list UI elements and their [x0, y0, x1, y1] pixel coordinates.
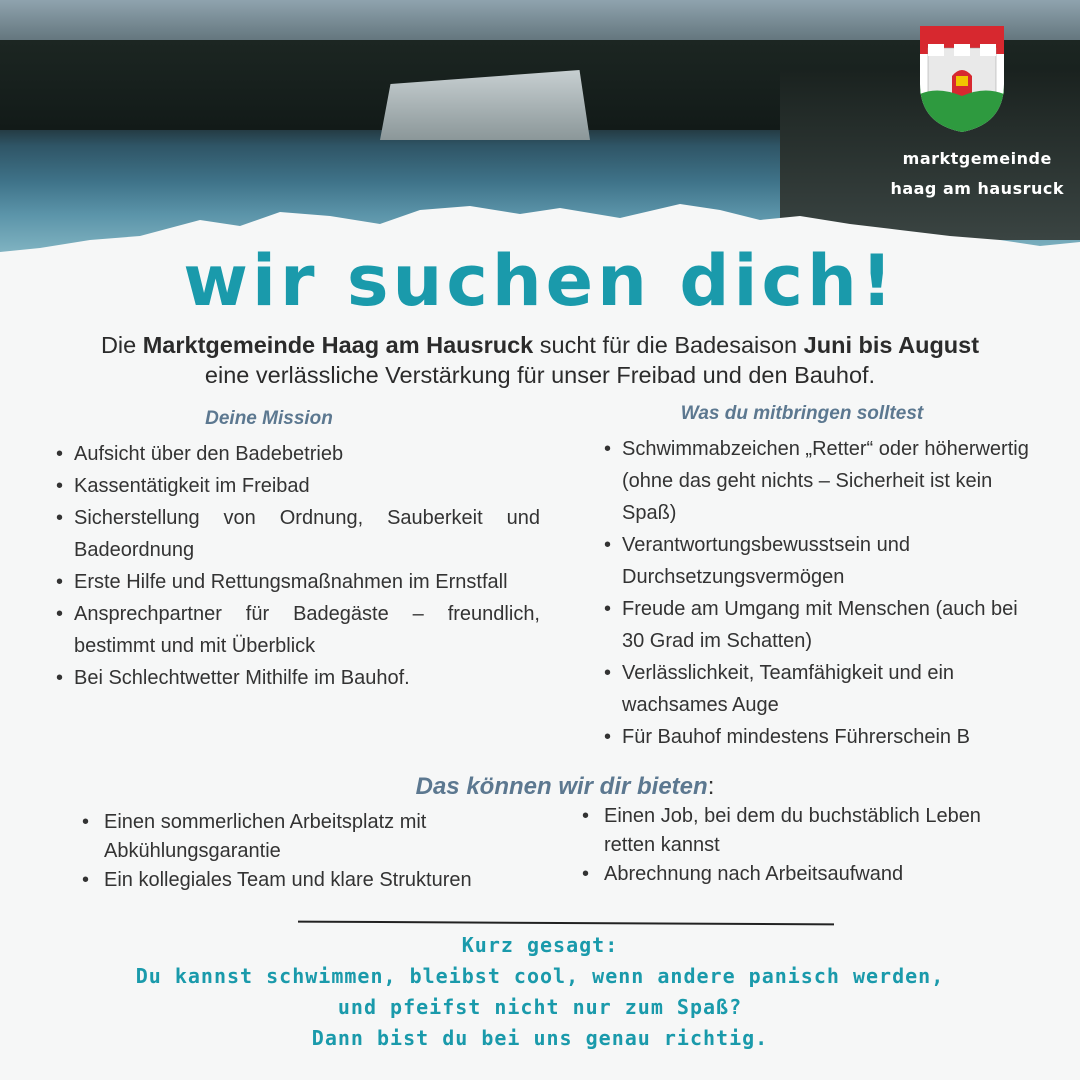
- requirement-item: • Verantwortungsbewusstsein und Durchsetzungsvermögen: [602, 529, 1032, 593]
- logo-line-1: marktgemeinde: [902, 149, 1052, 168]
- offer-heading-text: Das können wir dir bieten: [415, 773, 708, 800]
- summary-line: und pfeifst nicht nur zum Spaß?: [337, 995, 743, 1019]
- offer-item: • Einen sommerlichen Arbeitsplatz mit Abkühlungsgarantie: [80, 808, 500, 866]
- offer-item: • Einen Job, bei dem du buchstäblich Leben retten kannst: [580, 802, 1000, 860]
- requirement-item: • Verlässlichkeit, Teamfähigkeit und ein wachsames Auge: [602, 657, 1032, 721]
- logo-wordmark: [890, 144, 1064, 204]
- offer-item: • Ein kollegiales Team und klare Strukturen: [80, 866, 500, 895]
- offer-heading: [0, 773, 1080, 801]
- mission-item: • Bei Schlechtwetter Mithilfe im Bauhof.: [54, 662, 540, 694]
- coat-of-arms-logo: [918, 24, 1006, 134]
- intro-text-part: sucht für die Badesaison: [533, 332, 804, 358]
- offer-item: • Abrechnung nach Arbeitsaufwand: [580, 860, 1000, 889]
- intro-bold-municipality: Marktgemeinde Haag am Hausruck: [142, 332, 534, 358]
- mission-item: • Erste Hilfe und Rettungsmaßnahmen im Ernstfall: [54, 566, 540, 598]
- mission-heading: Deine Mission: [205, 408, 333, 429]
- headline: wir suchen dich!: [183, 240, 897, 322]
- summary-section: [0, 930, 1080, 1054]
- requirements-heading: Was du mitbringen solltest: [680, 403, 924, 424]
- requirement-item: • Schwimmabzeichen „Retter“ oder höherwertig (ohne das geht nichts – Sicherheit ist kein Spaß): [602, 433, 1032, 529]
- intro-text-part: Die: [100, 332, 143, 358]
- offer-heading-colon: :: [707, 773, 715, 800]
- mission-item: • Aufsicht über den Badebetrieb: [54, 438, 540, 470]
- offer-list-right: [580, 802, 1000, 889]
- summary-title: Kurz gesagt:: [461, 933, 619, 957]
- summary-line: Du kannst schwimmen, bleibst cool, wenn andere panisch werden,: [135, 964, 945, 988]
- summary-line: Dann bist du bei uns genau richtig.: [311, 1026, 769, 1050]
- mission-item: • Sicherstellung von Ordnung, Sauberkeit und Badeordnung: [54, 502, 540, 566]
- logo-line-2: haag am hausruck: [890, 179, 1064, 198]
- intro-line-2: eine verlässliche Verstärkung für unser Freibad und den Bauhof.: [204, 362, 876, 388]
- intro-bold-season: Juni bis August: [803, 332, 980, 358]
- mission-item: • Ansprechpartner für Badegäste – freundlich, bestimmt und mit Überblick: [54, 598, 540, 662]
- mission-item: • Kassentätigkeit im Freibad: [54, 470, 540, 502]
- mission-section: [54, 408, 540, 694]
- requirements-section: [602, 403, 1032, 753]
- requirement-item: • Freude am Umgang mit Menschen (auch bei 30 Grad im Schatten): [602, 593, 1032, 657]
- divider-line: [298, 921, 834, 926]
- offer-list-left: [80, 808, 500, 895]
- intro-text: [0, 330, 1080, 390]
- requirement-item: • Für Bauhof mindestens Führerschein B: [602, 721, 1032, 753]
